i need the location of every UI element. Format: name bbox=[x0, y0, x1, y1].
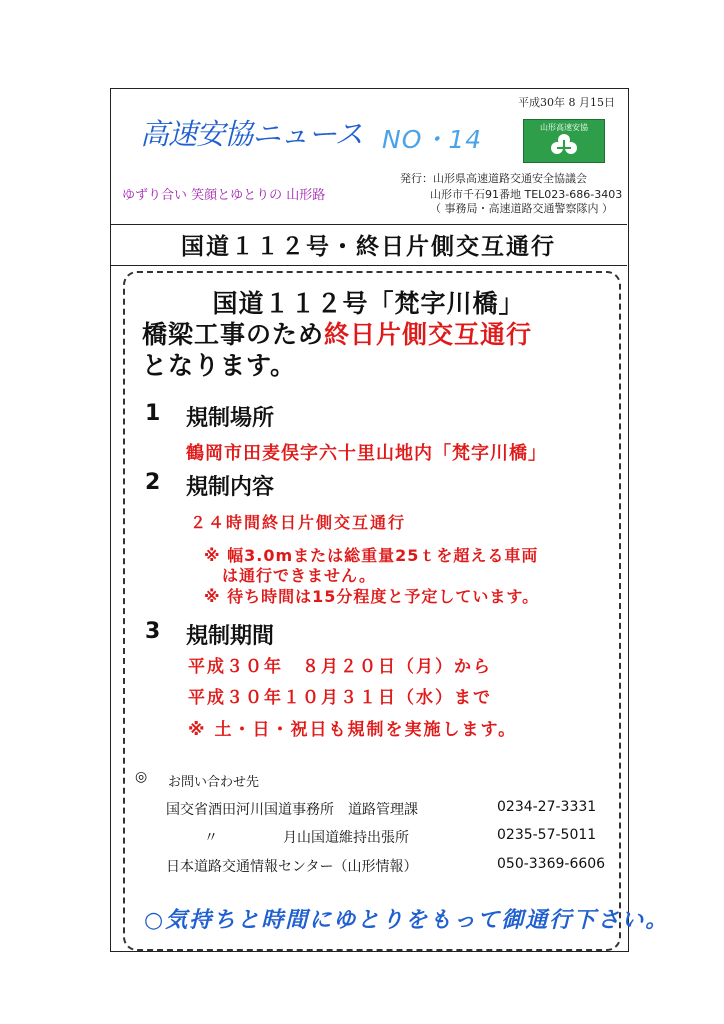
section-2-heading: 規制内容 bbox=[186, 475, 275, 500]
section-2-number: 2 bbox=[145, 470, 161, 495]
section-2-line-3: は通行できません。 bbox=[222, 566, 376, 585]
section-1-heading: 規制場所 bbox=[186, 406, 275, 431]
contact-3-tel: 050-3369-6606 bbox=[497, 856, 606, 872]
office-note: （ 事務局・高速道路交通警察隊内 ） bbox=[430, 202, 613, 215]
contact-3-name: 日本道路交通情報センター（山形情報） bbox=[166, 859, 418, 875]
contact-2-tel: 0235-57-5011 bbox=[497, 827, 597, 843]
notice-line-1-red: 終日片側交互通行 bbox=[324, 320, 533, 349]
section-1-number: 1 bbox=[145, 401, 161, 426]
section-3-number: 3 bbox=[145, 619, 161, 644]
section-3-line-1: 平成３０年 ８月２０日（月）から bbox=[188, 657, 492, 677]
association-logo bbox=[523, 119, 605, 163]
section-2-line-2: ※ 幅3.0mまたは総重量25ｔを超える車両 bbox=[204, 546, 539, 565]
logo-text: 山形高速安協 bbox=[540, 123, 588, 132]
contact-2-ditto: 〃 bbox=[204, 830, 218, 846]
contact-1-name: 国交省酒田河川国道事務所 道路管理課 bbox=[166, 802, 418, 818]
closing-message: ○気持ちと時間にゆとりをもって御通行下さい。 bbox=[144, 908, 670, 933]
notice-title: 国道１１２号「梵字川橋」 bbox=[212, 289, 525, 318]
publisher: 発行：山形県高速道路交通安全協議会 bbox=[400, 172, 587, 185]
section-3-line-3: ※ 土・日・祝日も規制を実施します。 bbox=[188, 720, 518, 740]
contact-2-name: 月山国道維持出張所 bbox=[283, 830, 409, 846]
contact-title: お問い合わせ先 bbox=[168, 775, 260, 790]
address: 山形市千石91番地 TEL023-686-3403 bbox=[430, 188, 623, 201]
notice-line-2: となります。 bbox=[142, 351, 297, 380]
section-2-line-4: ※ 待ち時間は15分程度と予定しています。 bbox=[204, 587, 540, 606]
section-3-heading: 規制期間 bbox=[186, 624, 275, 649]
double-circle-icon: ◎ bbox=[135, 769, 148, 785]
headline: 国道１１２号・終日片側交互通行 bbox=[181, 234, 556, 260]
section-1-location: 鶴岡市田麦俣字六十里山地内「梵字川橋」 bbox=[186, 443, 547, 464]
newsletter-title: 高速安協ニュース bbox=[140, 117, 363, 151]
clover-logo-icon bbox=[550, 133, 578, 159]
issue-date: 平成30年 8 月15日 bbox=[518, 96, 615, 109]
issue-number: NO・14 bbox=[382, 125, 483, 154]
slogan: ゆずり合い 笑顔とゆとりの 山形路 bbox=[122, 188, 326, 203]
section-2-line-1: ２４時間終日片側交互通行 bbox=[190, 513, 407, 532]
section-3-line-2: 平成３０年１０月３１日（水）まで bbox=[188, 688, 492, 708]
notice-line-1-black: 橋梁工事のため bbox=[142, 320, 325, 349]
contact-1-tel: 0234-27-3331 bbox=[497, 799, 597, 815]
